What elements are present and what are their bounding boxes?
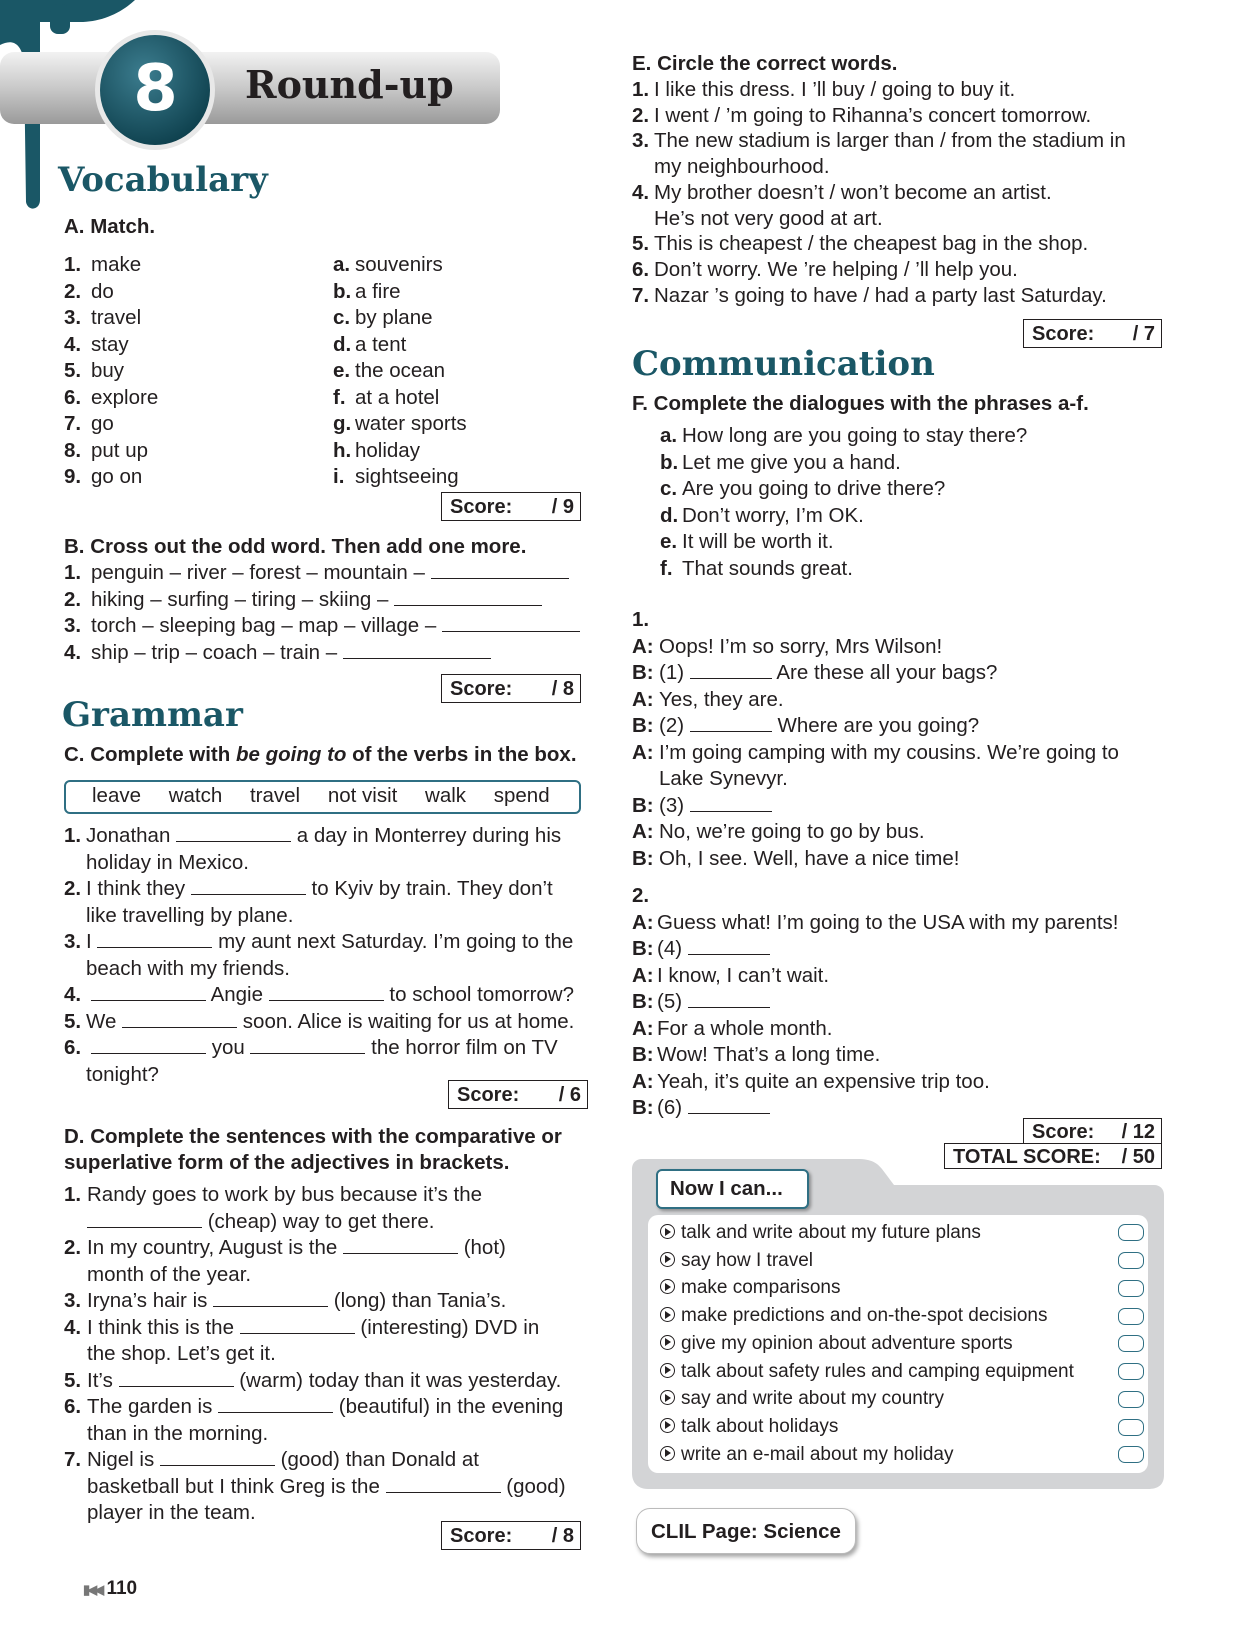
list-item: 1. penguin – river – forest – mountain – [64,560,580,587]
list-item: 6. Don’t worry. We ’re helping / ’ll help you. [632,257,1018,281]
play-arrow-icon [660,1279,675,1294]
match-left-list [64,252,158,491]
answer-blank[interactable] [386,1474,501,1493]
list-item: 3. Iryna’s hair is (long) than Tania’s. [64,1289,507,1312]
box-word: walk [425,784,467,807]
list-item: 7. Nigel is (good) than Donald at [64,1448,479,1471]
self-check-box[interactable] [1118,1224,1144,1241]
score-box-d: Score: / 8 [441,1521,581,1550]
play-arrow-icon [660,1224,675,1239]
list-item: c. by plane [333,306,433,329]
answer-blank[interactable] [690,713,772,732]
list-item: 5. This is cheapest / the cheapest bag in the shop. [632,232,1089,256]
list-item: give my opinion about adventure sports [660,1330,1074,1358]
total-score-box: TOTAL SCORE: / 50 [944,1143,1162,1169]
answer-blank[interactable] [688,1095,770,1114]
list-item: 4. My brother doesn’t / won’t become an artist. [632,180,1052,204]
score-box-f: Score: / 12 [1023,1118,1162,1144]
box-word: travel [249,784,301,807]
exercise-e-instruction: E. Circle the correct words. [632,52,898,75]
rewind-icon: ▮◀◀ [83,1582,102,1597]
list-item: f. That sounds great. [660,556,853,580]
list-item: 6. you the horror film on TV [64,1036,558,1059]
answer-blank[interactable] [394,587,542,606]
self-check-box[interactable] [1118,1363,1144,1380]
self-check-box[interactable] [1118,1335,1144,1352]
list-item: e. It will be worth it. [660,530,834,553]
box-word: not visit [327,784,398,807]
list-item: 8. put up [64,438,148,462]
list-item: say how I travel [660,1247,1074,1275]
exercise-e-list: 1. I like this dress. I ’ll buy / going to buy it. 2. I went / ’m going to Rihanna’s concert tomorrow. 3. The new stadium is larger than / from the stadium in my neighbourhood. 4. My brother doesn’t / won’t become an artist. He’s not very good at art. 5. This is cheapest / the cheapest bag in the shop. 6. Don’t worry. We ’re helping / ’ll help you. 7. Nazar ’s going to have / had a party last Saturday. [632,78,1126,307]
list-item: 4. ship – trip – coach – train – [64,640,580,667]
can-do-list [660,1219,1074,1468]
list-item: 2. hiking – surfing – tiring – skiing – [64,587,580,614]
page-number: ▮◀◀ 110 [83,1578,138,1599]
list-item: 3. The new stadium is larger than / from the stadium in [632,129,1126,153]
list-item: 5. We soon. Alice is waiting for us at home. [64,1009,575,1033]
vocabulary-heading: Vocabulary [58,160,268,200]
list-item: 4. Angie to school tomorrow? [64,983,575,1006]
list-item: f. at a hotel [333,385,440,409]
score-box-a: Score: / 9 [441,492,581,521]
answer-blank[interactable] [431,560,569,579]
match-right-list [333,252,467,491]
play-arrow-icon [660,1390,675,1405]
answer-blank[interactable] [119,1368,234,1387]
list-item: 1. I like this dress. I ’ll buy / going to buy it. [632,78,1016,101]
play-arrow-icon [660,1418,675,1433]
list-item: 6. explore [64,385,159,409]
list-item: 4. I think this is the (interesting) DVD in [64,1315,540,1339]
list-item: a. How long are you going to stay there? [660,424,1028,447]
play-arrow-icon [660,1252,675,1267]
list-item: d. Don’t worry, I’m OK. [660,503,864,527]
score-box-c: Score: / 6 [448,1080,588,1109]
answer-blank[interactable] [688,989,770,1008]
list-item: say and write about my country [660,1385,1074,1413]
dialogue-2: 2. A: Guess what! I’m going to the USA with my parents! B: (4) A: I know, I can’t wait. B: (5) A: For a whole month. B: Wow! That’s a long time. A: Yeah, it’s quite an expensive trip too. B: (6) [632,884,1119,1119]
box-word: spend [493,784,550,807]
answer-blank[interactable] [343,1235,458,1254]
exercise-b-list [64,560,580,666]
exercise-c-instruction: C. Complete with be going to of the verbs in the box. [64,743,577,766]
list-item: 9. go on [64,465,143,488]
page-title: Round-up [245,62,454,107]
answer-blank[interactable] [343,640,491,659]
list-item: b. a fire [333,279,401,303]
list-item: i. sightseeing [333,465,459,488]
list-item: 3. I my aunt next Saturday. I’m going to the [64,930,574,953]
exercise-d-list: 1. Randy goes to work by bus because it’s the (cheap) way to get there. 2. In my country, August is the (hot) month of the year. 3. Iryna’s hair is (long) than Tania’s. 4. I think this is the (interesting) DVD in the shop. Let’s get it. 5. It’s (warm) today than it was yesterday. 6. The garden is (beautiful) in the evening than in the morning. 7. Nigel is (good) than Donald at basketball but I think Greg is the (good) player in the team. [64,1183,566,1524]
unit-number: 8 [133,52,178,126]
box-word: watch [168,784,223,807]
list-item: make predictions and on-the-spot decisions [660,1302,1074,1330]
answer-blank[interactable] [250,1035,365,1054]
list-item: a. souvenirs [333,253,443,276]
list-item: h. holiday [333,438,420,462]
self-check-box[interactable] [1118,1446,1144,1463]
answer-blank[interactable] [97,929,212,948]
list-item: 1. Randy goes to work by bus because it’s the [64,1183,483,1206]
self-check-box[interactable] [1118,1308,1144,1325]
list-item: 6. The garden is (beautiful) in the evening [64,1395,564,1418]
answer-blank[interactable] [91,1035,206,1054]
phrase-list [660,423,1027,582]
grammar-heading: Grammar [62,695,243,735]
list-item: 5. It’s (warm) today than it was yesterday. [64,1368,562,1392]
list-item: 3. travel [64,306,142,329]
communication-heading: Communication [632,344,935,384]
list-item: make comparisons [660,1274,1074,1302]
answer-blank[interactable] [218,1394,333,1413]
list-item: talk about safety rules and camping equipment [660,1358,1074,1386]
list-item: 2. In my country, August is the (hot) [64,1236,506,1259]
answer-blank[interactable] [269,982,384,1001]
answer-blank[interactable] [160,1447,275,1466]
list-item: 3. torch – sleeping bag – map – village – [64,613,580,640]
answer-blank[interactable] [213,1288,328,1307]
list-item: 2. I went / ’m going to Rihanna’s concert tomorrow. [632,103,1092,127]
list-item: 7. go [64,412,114,435]
exercise-f-instruction: F. Complete the dialogues with the phrases a-f. [632,392,1089,415]
list-item: write an e-mail about my holiday [660,1441,1074,1469]
answer-blank[interactable] [87,1209,202,1228]
answer-blank[interactable] [690,793,772,812]
list-item: g. water sports [333,412,467,435]
list-item: 1. make [64,253,142,276]
play-arrow-icon [660,1335,675,1350]
list-item: talk about holidays [660,1413,1074,1441]
score-box-b: Score: / 8 [441,674,581,703]
answer-blank[interactable] [91,982,206,1001]
exercise-d-instruction: D. Complete the sentences with the comparative or superlative form of the adjectives in brackets. [64,1125,562,1174]
list-item: b. Let me give you a hand. [660,450,901,474]
now-i-can-title: Now I can... [670,1177,783,1200]
box-word: leave [92,784,142,807]
self-check-box[interactable] [1118,1252,1144,1269]
clil-page-button[interactable] [636,1508,856,1554]
list-item: c. Are you going to drive there? [660,477,946,500]
list-item: 2. I think they to Kyiv by train. They don’t [64,877,553,900]
list-item: talk and write about my future plans [660,1219,1074,1247]
play-arrow-icon [660,1446,675,1461]
dialogue-1: 1. A: Oops! I’m so sorry, Mrs Wilson! B: (1) Are these all your bags? A: Yes, they are. B: (2) Where are you going? A: I’m going camping with my cousins. We’re going to Lake Synevyr. B: (3) A: No, we’re going to go by bus. B: Oh, I see. Well, have a nice time! [632,608,1119,870]
list-item: 5. buy [64,359,125,382]
answer-blank[interactable] [442,613,580,632]
list-item: 7. Nazar ’s going to have / had a party last Saturday. [632,283,1107,307]
exercise-a-instruction: A. Match. [64,215,156,238]
answer-blank[interactable] [191,876,306,895]
list-item: 4. stay [64,332,129,356]
self-check-box[interactable] [1118,1391,1144,1408]
clil-page-label: CLIL Page: Science [651,1520,841,1543]
list-item: 2. do [64,279,114,303]
answer-blank[interactable] [688,936,770,955]
answer-blank[interactable] [176,823,291,842]
self-check-box[interactable] [1118,1280,1144,1297]
answer-blank[interactable] [690,660,772,679]
self-check-box[interactable] [1118,1419,1144,1436]
play-arrow-icon [660,1307,675,1322]
exercise-c-list: 1. Jonathan a day in Monterrey during his holiday in Mexico. 2. I think they to Kyiv by train. They don’t like travelling by plane. 3. I my aunt next Saturday. I’m going to the beach with my friends. 4. Angie to school tomorrow? 5. We soon. Alice is waiting for us at home. 6. you the horror film on TV tonight? [64,824,575,1086]
list-item: d. a tent [333,332,407,356]
answer-blank[interactable] [240,1315,355,1334]
score-box-e: Score: / 7 [1023,319,1162,348]
list-item: e. the ocean [333,359,446,382]
list-item: 1. Jonathan a day in Monterrey during his [64,824,562,847]
answer-blank[interactable] [122,1009,237,1028]
exercise-b-instruction: B. Cross out the odd word. Then add one more. [64,535,527,558]
play-arrow-icon [660,1363,675,1378]
